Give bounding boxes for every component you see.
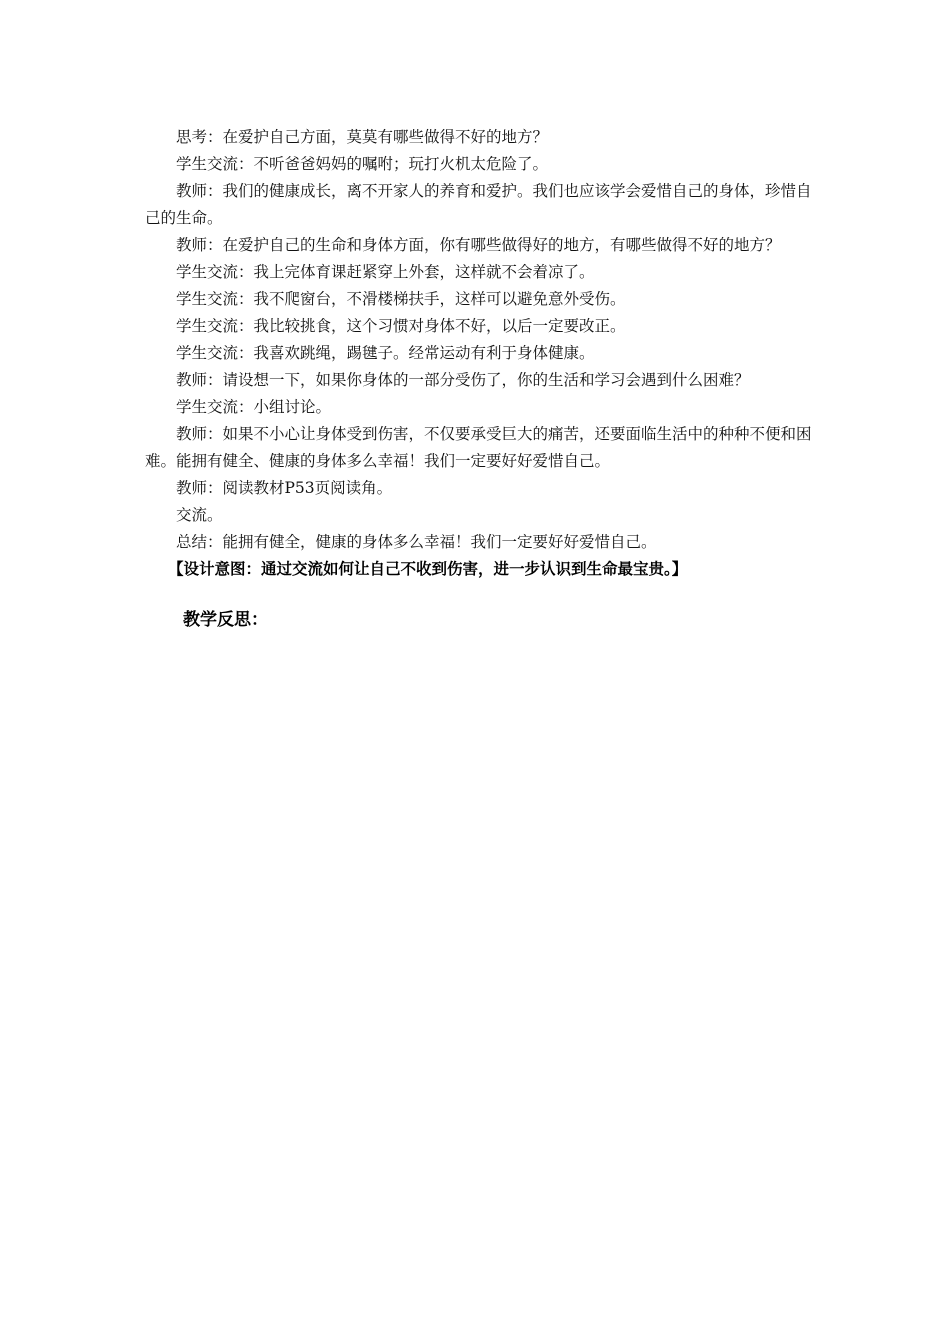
paragraph-student-5: 学生交流：我喜欢跳绳，踢毽子。经常运动有利于身体健康。 [176, 344, 595, 362]
reflection-heading: 教学反思： [183, 610, 268, 630]
paragraph-student-3: 学生交流：我不爬窗台，不滑楼梯扶手，这样可以避免意外受伤。 [176, 290, 626, 308]
paragraph-teacher-2: 教师：在爱护自己的生命和身体方面，你有哪些做得好的地方，有哪些做得不好的地方？ [176, 236, 781, 254]
paragraph-teacher-1: 教师：我们的健康成长，离不开家人的养育和爱护。我们也应该学会爱惜自己的身体，珍惜自己的生命。 [145, 182, 812, 227]
paragraph-summary: 总结：能拥有健全，健康的身体多么幸福！我们一定要好好爱惜自己。 [176, 533, 657, 551]
design-intent: 【设计意图：通过交流如何让自己不收到伤害，进一步认识到生命最宝贵。】 [168, 560, 688, 578]
paragraph-student-2: 学生交流：我上完体育课赶紧穿上外套，这样就不会着凉了。 [176, 263, 595, 281]
paragraph-student-6: 学生交流：小组讨论。 [176, 398, 332, 416]
paragraph-student-4: 学生交流：我比较挑食，这个习惯对身体不好，以后一定要改正。 [176, 317, 626, 335]
paragraph-student-1: 学生交流：不听爸爸妈妈的嘱咐；玩打火机太危险了。 [176, 155, 549, 173]
paragraph-teacher-5: 教师：阅读教材P53页阅读角。 [176, 479, 393, 497]
paragraph-teacher-4: 教师：如果不小心让身体受到伤害，不仅要承受巨大的痛苦，还要面临生活中的种种不便和困难。能拥有健全、健康的身体多么幸福！我们一定要好好爱惜自己。 [145, 425, 812, 470]
paragraph-teacher-3: 教师：请设想一下，如果你身体的一部分受伤了，你的生活和学习会遇到什么困难？ [176, 371, 750, 389]
paragraph-think: 思考：在爱护自己方面，莫莫有哪些做得不好的地方？ [176, 128, 549, 146]
paragraph-exchange: 交流。 [176, 506, 223, 524]
document-body [145, 124, 815, 632]
